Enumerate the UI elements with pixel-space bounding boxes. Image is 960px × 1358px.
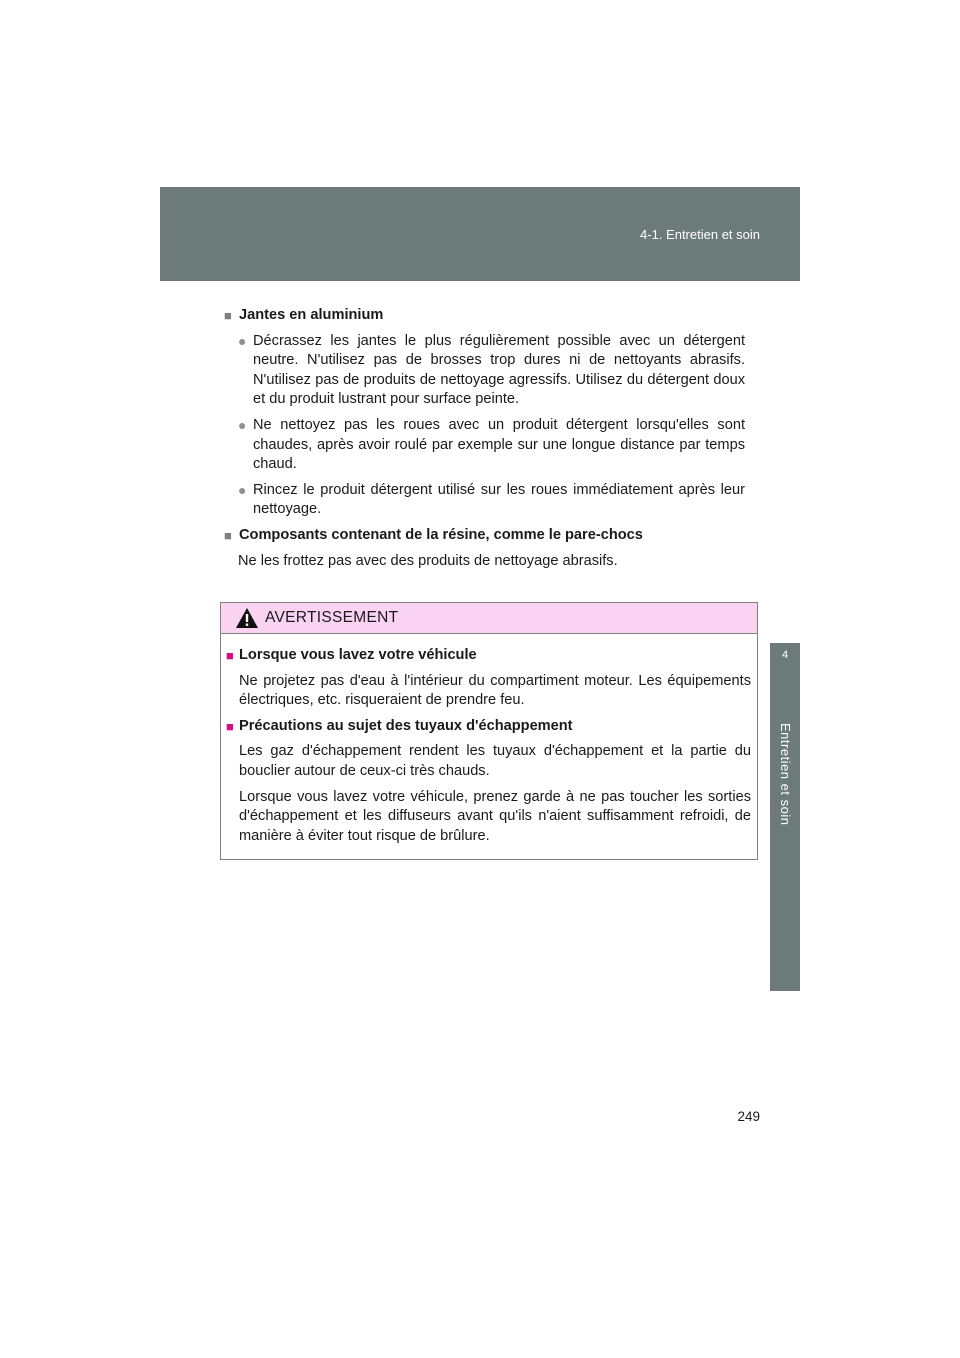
warning-box	[220, 602, 758, 860]
warning-triangle-icon	[235, 607, 259, 629]
circle-bullet-icon: ●	[238, 481, 247, 498]
section-heading: ■ Composants contenant de la résine, comme le pare-chocs	[224, 526, 745, 546]
list-item: ● Rincez le produit détergent utilisé sur les roues immédiatement après leur nettoyage.	[238, 481, 745, 520]
warning-paragraph: Ne projetez pas d'eau à l'intérieur du compartiment moteur. Les équipements électriques, etc. risqueraient de prendre feu.	[239, 672, 751, 709]
header-band	[160, 187, 800, 281]
section-title: 4-1. Entretien et soin	[640, 227, 760, 242]
warning-paragraph: Lorsque vous lavez votre véhicule, prenez garde à ne pas toucher les sorties d'échappement et les diffuseurs avant qu'ils n'aient suffisamment refroidi, de manière à éviter tout risque de brûlure.	[239, 788, 751, 844]
list-item: ● Décrassez les jantes le plus régulièrement possible avec un détergent neutre. N'utilisez pas de brosses trop dures ni de nettoyants abrasifs. N'utilisez pas de produits de nettoyage agressifs. Utilisez du détergent doux et du produit lustrant pour surface peinte.	[238, 332, 745, 410]
warning-header	[221, 603, 757, 634]
chapter-label: Entretien et soin	[778, 723, 793, 826]
page-number: 249	[737, 1109, 760, 1124]
warning-paragraph: Les gaz d'échappement rendent les tuyaux d'échappement et la partie du bouclier autour de ceux-ci très chauds.	[239, 743, 751, 779]
circle-bullet-icon: ●	[238, 332, 247, 349]
warning-title: AVERTISSEMENT	[265, 609, 399, 626]
main-content	[224, 306, 745, 577]
list-item: ● Ne nettoyez pas les roues avec un produit détergent lorsqu'elles sont chaudes, après avoir roulé par exemple sur une longue distance par temps chaud.	[238, 416, 745, 475]
warning-item-heading: ■ Précautions au sujet des tuyaux d'échappement	[226, 717, 751, 737]
square-icon: ■	[226, 718, 234, 734]
square-icon: ■	[226, 648, 234, 663]
square-icon: ■	[224, 527, 232, 543]
section-text: Ne les frottez pas avec des produits de nettoyage abrasifs.	[238, 552, 618, 569]
chapter-side-tab	[770, 281, 800, 991]
warning-body	[221, 634, 757, 846]
square-icon: ■	[224, 308, 232, 323]
chapter-label-tab	[770, 713, 800, 991]
circle-bullet-icon: ●	[238, 416, 247, 433]
chapter-number: 4	[770, 643, 800, 713]
section-heading: ■ Jantes en aluminium	[224, 306, 745, 326]
warning-item-heading: ■ Lorsque vous lavez votre véhicule	[226, 646, 751, 666]
